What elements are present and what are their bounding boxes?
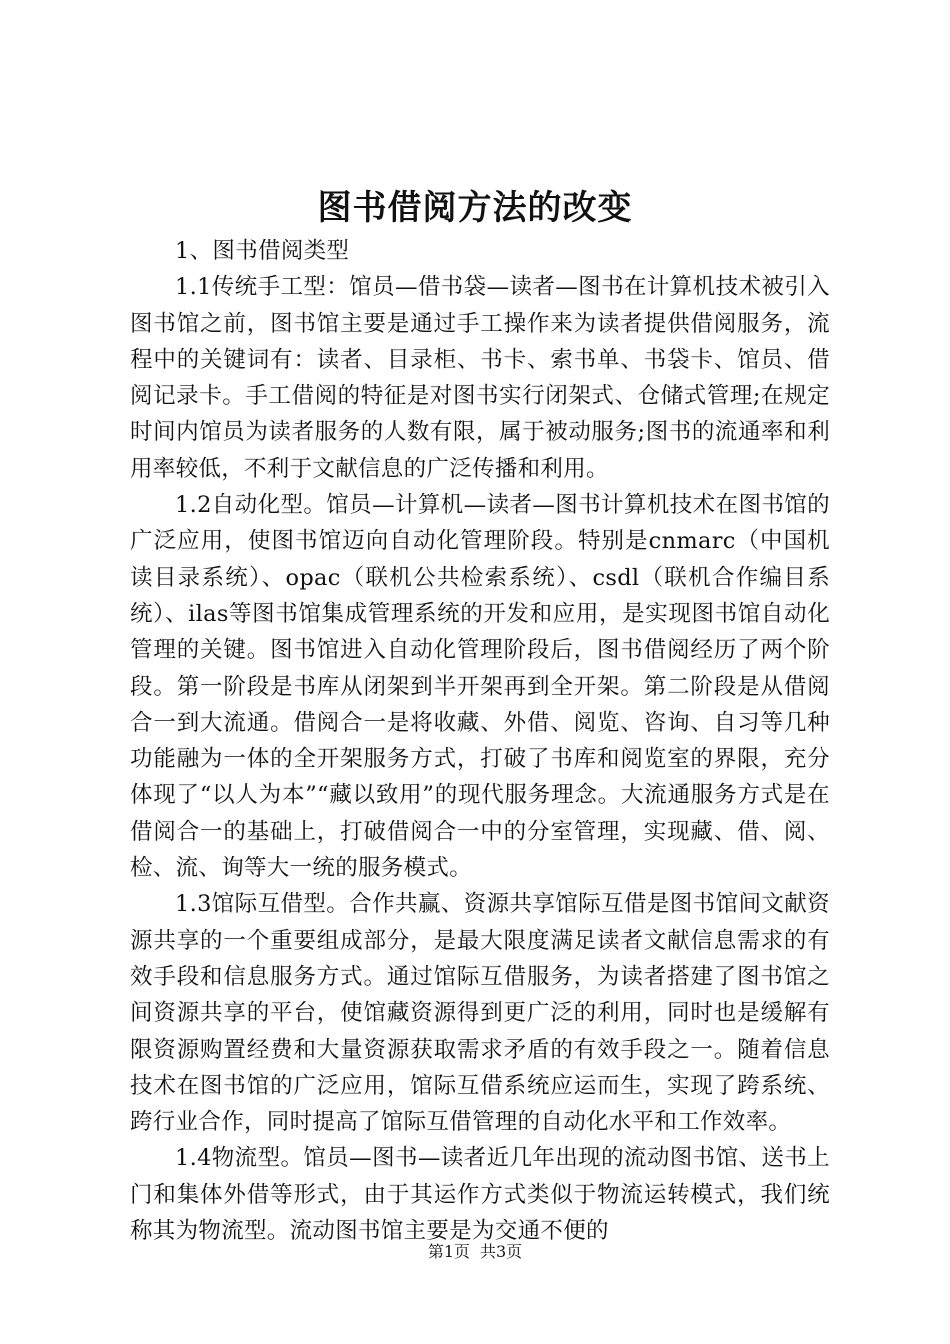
section-heading: 1、图书借阅类型: [175, 238, 350, 264]
page-number: 第1页: [427, 1242, 470, 1261]
document-title: 图书借阅方法的改变: [317, 188, 633, 228]
page-footer: [0, 1240, 950, 1264]
paragraph-traditional-manual: 1.1传统手工型：馆员—借书袋—读者—图书在计算机技术被引入图书馆之前，图书馆主要是通过手工操作来为读者提供借阅服务，流程中的关键词有：读者、目录柜、书卡、索书单、书袋卡、馆员、借阅记录卡。手工借阅的特征是对图书实行闭架式、仓储式管理;在规定时间内馆员为读者服务的人数有限，属于被动服务;图书的流通率和利用率较低，不利于文献信息的广泛传播和利用。: [130, 274, 830, 482]
paragraph-logistics: 1.4物流型。馆员—图书—读者近几年出现的流动图书馆、送书上门和集体外借等形式，由于其运作方式类似于物流运转模式，我们统称其为物流型。流动图书馆主要是为交通不便的: [130, 1145, 830, 1245]
page-total: 共3页: [480, 1242, 523, 1261]
paragraph-automation: 1.2自动化型。馆员—计算机—读者—图书计算机技术在图书馆的广泛应用，使图书馆迈向自动化管理阶段。特别是cnmarc（中国机读目录系统）、opac（联机公共检索系统）、csdl（联机合作编目系统）、ilas等图书馆集成管理系统的开发和应用，是实现图书馆自动化管理的关键。图书馆进入自动化管理阶段后，图书借阅经历了两个阶段。第一阶段是书库从闭架到半开架再到全开架。第二阶段是从借阅合一到大流通。借阅合一是将收藏、外借、阅览、咨询、自习等几种功能融为一体的全开架服务方式，打破了书库和阅览室的界限，充分体现了“以人为本”“藏以致用”的现代服务理念。大流通服务方式是在借阅合一的基础上，打破借阅合一中的分室管理，实现藏、借、阅、检、流、询等大一统的服务模式。: [130, 492, 830, 882]
paragraph-interlibrary-loan: 1.3馆际互借型。合作共赢、资源共享馆际互借是图书馆间文献资源共享的一个重要组成部分，是最大限度满足读者文献信息需求的有效手段和信息服务方式。通过馆际互借服务，为读者搭建了图书馆之间资源共享的平台，使馆藏资源得到更广泛的利用，同时也是缓解有限资源购置经费和大量资源获取需求矛盾的有效手段之一。随着信息技术在图书馆的广泛应用，馆际互借系统应运而生，实现了跨系统、跨行业合作，同时提高了馆际互借管理的自动化水平和工作效率。: [130, 891, 830, 1136]
document-body: [130, 233, 830, 1249]
